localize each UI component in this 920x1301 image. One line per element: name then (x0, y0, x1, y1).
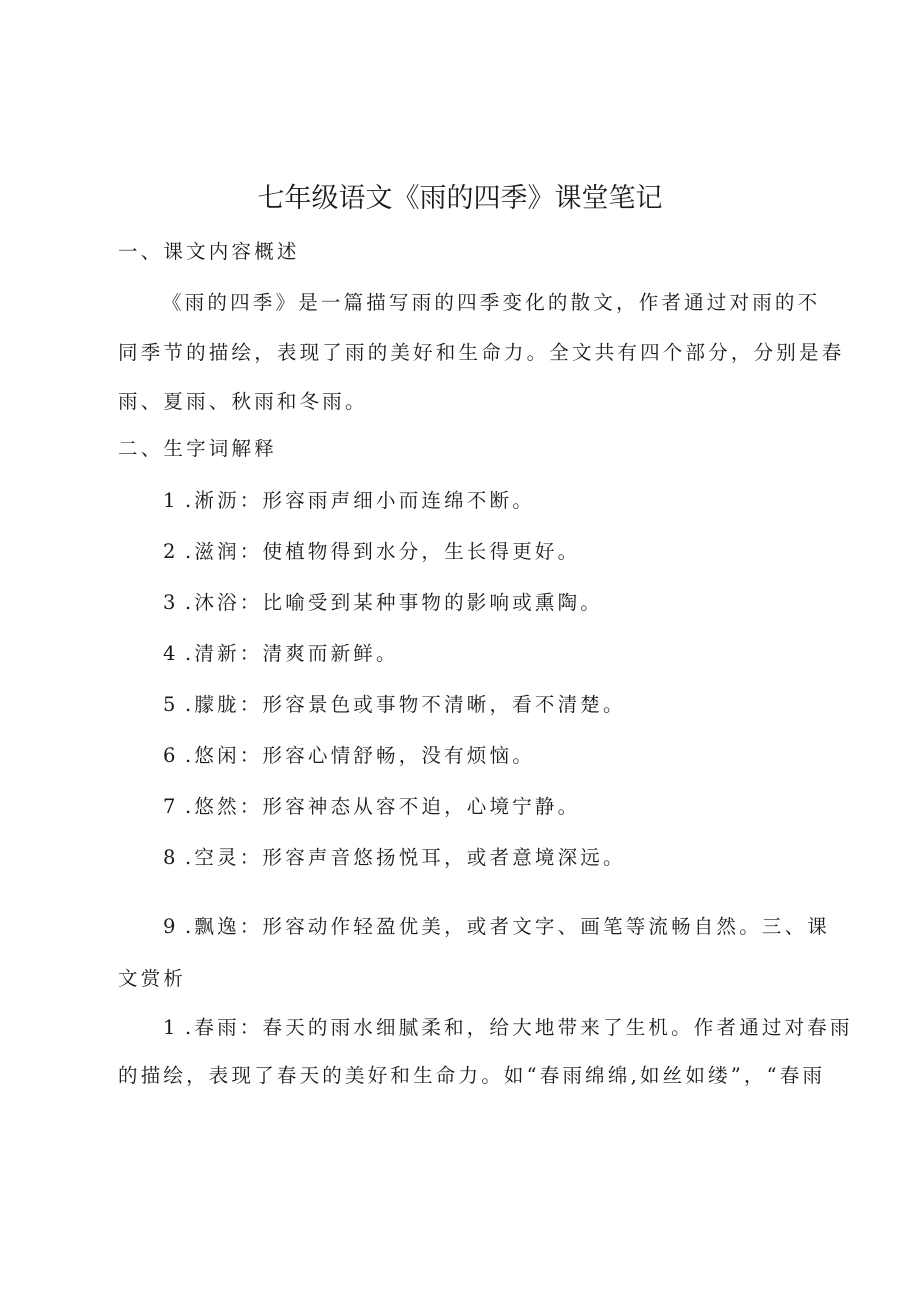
vocab-item (163, 489, 863, 513)
section-heading-vocabulary: 二、生字词解释 (118, 437, 277, 460)
overview-line-2: 同季节的描绘，表现了雨的美好和生命力。全文共有四个部分，分别是春 (118, 341, 845, 364)
appreciation-line-1 (163, 1016, 863, 1040)
vocab-number: 6 (163, 744, 176, 767)
vocab-item (163, 744, 863, 768)
appreciation-line-2: 的描绘，表现了春天的美好和生命力。如“春雨绵绵,如丝如缕”，“春雨 (118, 1064, 826, 1087)
vocab-text: .清新：清爽而新鲜。 (185, 642, 399, 665)
overview-line-1: 《雨的四季》是一篇描写雨的四季变化的散文，作者通过对雨的不 (162, 291, 821, 314)
vocab-number: 5 (163, 693, 176, 716)
vocab-number: 7 (163, 795, 176, 818)
vocab-text: .悠然：形容神态从容不迫，心境宁静。 (185, 795, 581, 818)
vocab-number: 1 (163, 489, 176, 512)
section-heading-appreciation-continuation: 文赏析 (118, 967, 187, 990)
vocab-text: .飘逸：形容动作轻盈优美，或者文字、画笔等流畅自然。三、课 (185, 915, 830, 938)
vocab-text: .滋润：使植物得到水分，生长得更好。 (185, 540, 581, 563)
vocab-number: 3 (163, 591, 176, 614)
vocab-text: .悠闲：形容心情舒畅，没有烦恼。 (185, 744, 535, 767)
appreciation-number: 1 (163, 1016, 176, 1039)
document-title: 七年级语文《雨的四季》课堂笔记 (257, 183, 663, 214)
vocab-number: 9 (163, 915, 176, 938)
vocab-number: 2 (163, 540, 176, 563)
vocab-number: 8 (163, 846, 176, 869)
vocab-item (163, 795, 863, 819)
vocab-item (163, 693, 863, 717)
overview-line-3: 雨、夏雨、秋雨和冬雨。 (118, 390, 368, 413)
vocab-number: 4 (163, 642, 176, 665)
vocab-text: .朦胧：形容景色或事物不清晰，看不清楚。 (185, 693, 626, 716)
vocab-item (163, 642, 863, 666)
appreciation-text: .春雨：春天的雨水细腻柔和，给大地带来了生机。作者通过对春雨 (185, 1016, 853, 1039)
vocab-item (163, 846, 863, 870)
vocab-item (163, 915, 863, 939)
vocab-text: .淅沥：形容雨声细小而连绵不断。 (185, 489, 535, 512)
section-heading-overview: 一、课文内容概述 (118, 240, 300, 263)
vocab-text: .沐浴：比喻受到某种事物的影响或熏陶。 (185, 591, 603, 614)
vocab-item (163, 591, 863, 615)
vocab-item (163, 540, 863, 564)
vocab-text: .空灵：形容声音悠扬悦耳，或者意境深远。 (185, 846, 626, 869)
